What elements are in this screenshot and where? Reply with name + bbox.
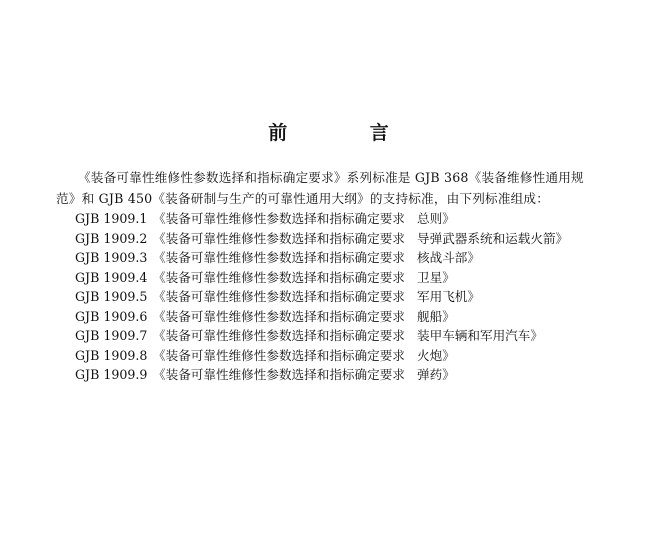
list-item xyxy=(75,307,605,327)
list-item xyxy=(75,229,605,249)
standard-code: GJB 1909.7 xyxy=(75,328,148,343)
standard-title: 《装备可靠性维修性参数选择和指标确定要求 xyxy=(153,328,405,343)
standard-code: GJB 1909.4 xyxy=(75,269,148,285)
standards-list xyxy=(75,209,605,385)
intro-paragraph: 《装备可靠性维修性参数选择和指标确定要求》系列标准是 GJB 368《装备维修性通用规范》和 GJB 450《装备研制与生产的可靠性通用大纲》的支持标准，由下列标准组成： xyxy=(56,170,584,206)
standard-title: 《装备可靠性维修性参数选择和指标确定要求 xyxy=(153,347,405,363)
list-item xyxy=(75,365,605,385)
standard-part: 总则》 xyxy=(417,211,455,226)
standard-part: 核战斗部》 xyxy=(417,250,480,265)
standard-part: 军用飞机》 xyxy=(417,289,480,304)
standard-code: GJB 1909.3 xyxy=(75,250,148,265)
standard-title: 《装备可靠性维修性参数选择和指标确定要求 xyxy=(153,289,405,304)
list-item xyxy=(75,209,605,229)
standard-code: GJB 1909.5 xyxy=(75,289,148,304)
standard-part: 装甲车辆和军用汽车》 xyxy=(417,328,543,343)
standard-title: 《装备可靠性维修性参数选择和指标确定要求 xyxy=(153,367,405,382)
standard-code: GJB 1909.8 xyxy=(75,347,148,363)
standard-title: 《装备可靠性维修性参数选择和指标确定要求 xyxy=(153,211,405,226)
standard-title: 《装备可靠性维修性参数选择和指标确定要求 xyxy=(153,308,405,324)
standard-part: 卫星》 xyxy=(417,269,455,285)
standard-code: GJB 1909.6 xyxy=(75,308,148,324)
standard-part: 舰船》 xyxy=(417,308,455,324)
standard-part: 弹药》 xyxy=(417,367,455,382)
standard-title: 《装备可靠性维修性参数选择和指标确定要求 xyxy=(153,230,405,246)
standard-part: 火炮》 xyxy=(417,347,455,363)
standard-title: 《装备可靠性维修性参数选择和指标确定要求 xyxy=(153,250,405,265)
standard-code: GJB 1909.2 xyxy=(75,230,148,246)
page-title: 前 言 xyxy=(268,122,427,144)
list-item xyxy=(75,287,605,307)
list-item xyxy=(75,326,605,346)
list-item xyxy=(75,248,605,268)
standard-title: 《装备可靠性维修性参数选择和指标确定要求 xyxy=(153,269,405,285)
standard-part: 导弹武器系统和运载火箭》 xyxy=(417,230,569,246)
standard-code: GJB 1909.9 xyxy=(75,367,148,382)
list-item xyxy=(75,268,605,288)
standard-code: GJB 1909.1 xyxy=(75,211,148,226)
list-item xyxy=(75,346,605,366)
